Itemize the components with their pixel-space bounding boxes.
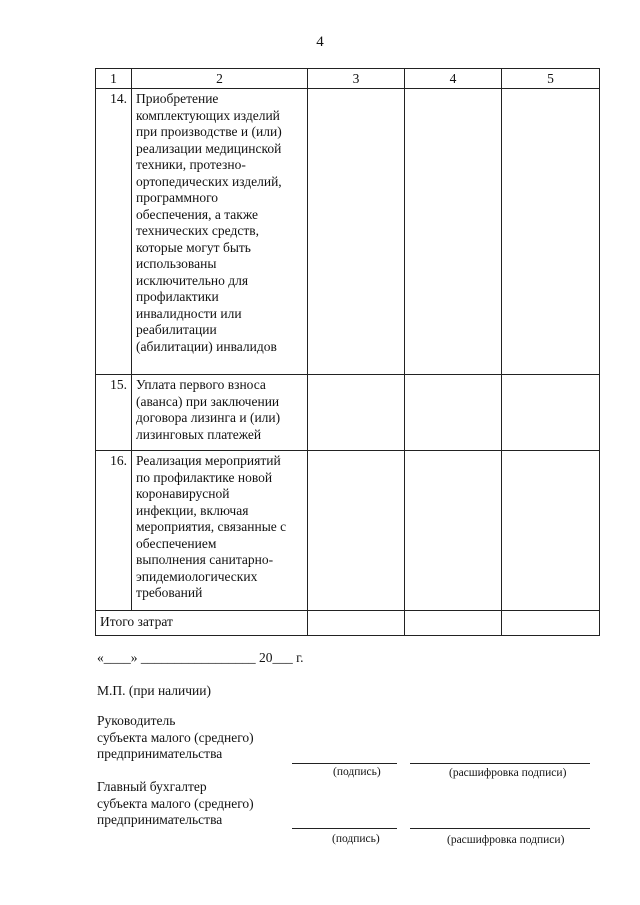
- seal-note: М.П. (при наличии): [97, 683, 211, 698]
- text-line: (абилитации) инвалидов: [136, 338, 277, 354]
- header-cell: 2: [132, 69, 308, 89]
- empty-cell: [405, 375, 502, 451]
- row-number: 16.: [96, 451, 132, 611]
- empty-cell: [405, 451, 502, 611]
- empty-cell: [502, 451, 600, 611]
- text-line: инвалидности или: [136, 305, 242, 321]
- accountant-signature-line: [292, 828, 397, 829]
- text-line: при производстве и (или): [136, 124, 282, 139]
- empty-cell: [308, 89, 405, 375]
- empty-cell: [502, 611, 600, 636]
- text-line: ортопедических изделий,: [136, 173, 282, 189]
- accountant-transcript-line: [410, 828, 590, 829]
- table-row: [96, 375, 600, 451]
- row-description: [132, 451, 308, 611]
- text-line: требований: [136, 585, 203, 600]
- text-line: техники, протезно-: [136, 157, 246, 172]
- text-line: исключительно для: [136, 272, 249, 288]
- table-header-row: [96, 69, 600, 89]
- head-signatory-title: [97, 713, 254, 763]
- text-line: обеспечением: [136, 535, 217, 551]
- header-cell: 5: [502, 69, 600, 89]
- header-cell: 3: [308, 69, 405, 89]
- text-line: Реализация мероприятий: [136, 453, 281, 468]
- text-line: договора лизинга и (или): [136, 410, 281, 425]
- table-row: [96, 451, 600, 611]
- text-line: обеспечения, а также: [136, 206, 258, 222]
- text-line: использованы: [136, 256, 217, 271]
- text-line: реализации медицинской: [136, 140, 282, 156]
- accountant-signature-caption: (подпись): [332, 833, 380, 845]
- header-cell: 4: [405, 69, 502, 89]
- total-row: [96, 611, 600, 636]
- row-number: 14.: [96, 89, 132, 375]
- text-line: реабилитации: [136, 322, 217, 337]
- empty-cell: [308, 451, 405, 611]
- text-line: инфекции, включая: [136, 502, 249, 518]
- costs-table: [95, 68, 600, 636]
- text-line: Главный бухгалтер: [97, 779, 207, 794]
- total-label: Итого затрат: [96, 611, 308, 636]
- empty-cell: [502, 375, 600, 451]
- text-line: (аванса) при заключении: [136, 393, 280, 409]
- text-line: технических средств,: [136, 223, 259, 238]
- page-number: 4: [316, 34, 324, 50]
- text-line: эпидемиологических: [136, 568, 258, 584]
- text-line: лизинговых платежей: [136, 426, 262, 442]
- accountant-title: [97, 779, 254, 829]
- text-line: Руководитель: [97, 713, 176, 728]
- text-line: выполнения санитарно-: [136, 552, 274, 567]
- text-line: программного: [136, 190, 219, 205]
- text-line: Приобретение: [136, 91, 219, 106]
- empty-cell: [405, 611, 502, 636]
- empty-cell: [308, 375, 405, 451]
- row-description: [132, 89, 308, 375]
- header-cell: 1: [96, 69, 132, 89]
- row-number: 15.: [96, 375, 132, 451]
- text-line: субъекта малого (среднего): [97, 729, 254, 745]
- text-line: профилактики: [136, 289, 219, 304]
- empty-cell: [502, 89, 600, 375]
- text-line: мероприятия, связанные с: [136, 519, 287, 534]
- empty-cell: [405, 89, 502, 375]
- row-description: [132, 375, 308, 451]
- head-transcript-line: [410, 763, 590, 764]
- text-line: которые могут быть: [136, 239, 251, 255]
- text-line: коронавирусной: [136, 486, 230, 501]
- head-signature-caption: (подпись): [333, 766, 381, 778]
- accountant-transcript-caption: (расшифровка подписи): [447, 834, 565, 846]
- table-row: [96, 89, 600, 375]
- text-line: Уплата первого взноса: [136, 377, 266, 392]
- empty-cell: [308, 611, 405, 636]
- head-signature-line: [292, 763, 397, 764]
- text-line: комплектующих изделий: [136, 107, 280, 123]
- text-line: предпринимательства: [97, 746, 223, 761]
- head-transcript-caption: (расшифровка подписи): [449, 767, 567, 779]
- text-line: субъекта малого (среднего): [97, 795, 254, 811]
- text-line: по профилактике новой: [136, 469, 273, 485]
- date-line: «____» _________________ 20___ г.: [97, 650, 304, 665]
- text-line: предпринимательства: [97, 812, 223, 827]
